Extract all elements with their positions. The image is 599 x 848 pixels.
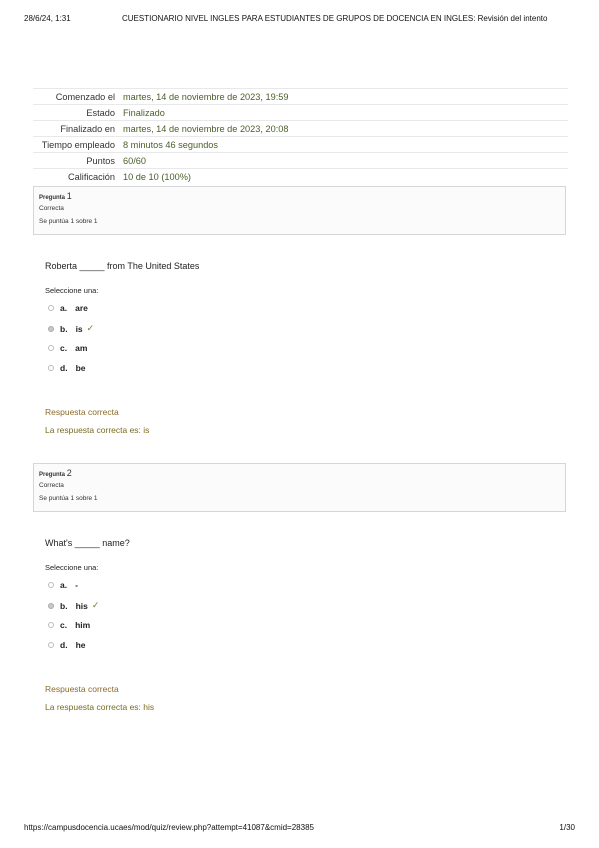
question-state: Correcta [39,482,64,489]
q1-option-d[interactable]: d. be [48,363,85,373]
summary-row: Finalizado en martes, 14 de noviembre de 2023, 20:08 [33,121,568,137]
q1-option-b[interactable]: b. is ✓ [48,323,94,334]
question-1-correct-answer: La respuesta correcta es: is [45,425,150,435]
radio-selected-icon[interactable] [48,603,54,609]
summary-row: Puntos 60/60 [33,153,568,169]
q1-option-a[interactable]: a. are [48,303,88,313]
question-state: Correcta [39,205,64,212]
question-grade: Se puntúa 1 sobre 1 [39,218,98,225]
radio-icon[interactable] [48,642,54,648]
question-label: Pregunta [39,195,66,201]
radio-icon[interactable] [48,622,54,628]
question-1-feedback: Respuesta correcta [45,407,119,417]
q2-option-d[interactable]: d. he [48,640,85,650]
question-number: 1 [66,191,72,201]
summary-row: Tiempo empleado 8 minutos 46 segundos [33,137,568,153]
checkmark-icon: ✓ [86,323,95,333]
question-1-text: Roberta _____ from The United States [45,261,200,271]
page-number: 1/30 [559,823,575,832]
question-2-info [33,463,566,512]
attempt-summary-table [33,88,568,184]
question-2-prompt: Seleccione una: [45,563,99,572]
question-2-correct-answer: La respuesta correcta es: his [45,702,155,712]
question-label: Pregunta [39,472,66,478]
footer-url: https://campusdocencia.ucaes/mod/quiz/review.php?attempt=41087&cmid=28385 [24,823,314,832]
question-2-feedback: Respuesta correcta [45,684,119,694]
print-date: 28/6/24, 1:31 [24,14,71,23]
q2-option-c[interactable]: c. him [48,620,90,630]
question-1-info [33,186,566,235]
summary-row: Estado Finalizado [33,105,568,121]
question-number: 2 [66,468,72,478]
page-title: CUESTIONARIO NIVEL INGLES PARA ESTUDIANTES DE GRUPOS DE DOCENCIA EN INGLES: Revisión del intento [122,14,548,23]
summary-row: Comenzado el martes, 14 de noviembre de 2023, 19:59 [33,89,568,105]
checkmark-icon: ✓ [91,600,100,610]
radio-selected-icon[interactable] [48,326,54,332]
question-grade: Se puntúa 1 sobre 1 [39,495,98,502]
q2-option-a[interactable]: a. - [48,580,78,590]
question-2-text: What's _____ name? [45,538,130,548]
radio-icon[interactable] [48,582,54,588]
radio-icon[interactable] [48,345,54,351]
q2-option-b[interactable]: b. his ✓ [48,600,99,611]
radio-icon[interactable] [48,365,54,371]
q1-option-c[interactable]: c. am [48,343,87,353]
question-1-prompt: Seleccione una: [45,286,99,295]
radio-icon[interactable] [48,305,54,311]
summary-row: Calificación 10 de 10 (100%) [33,169,568,185]
